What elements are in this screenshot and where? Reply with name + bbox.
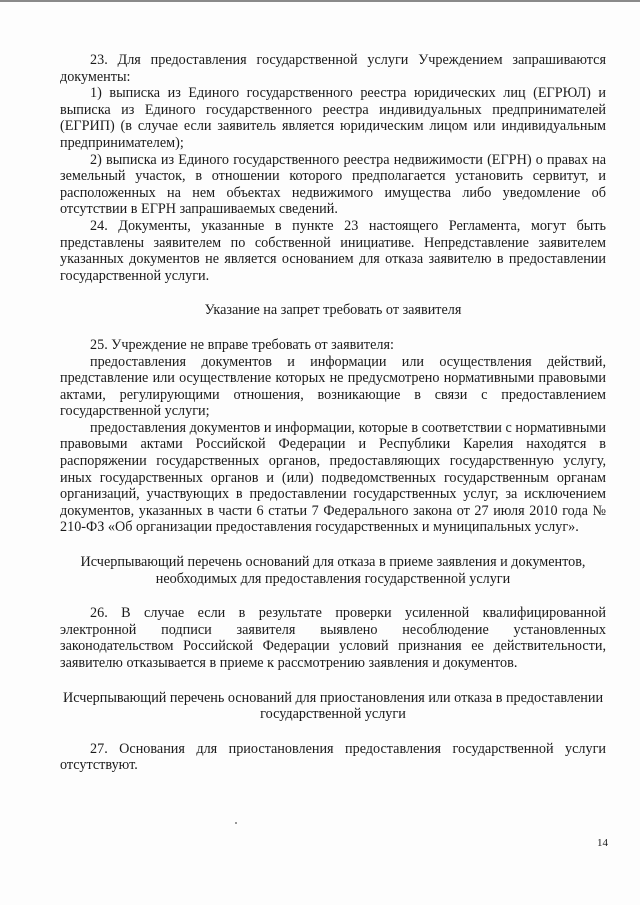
document-page <box>60 52 606 774</box>
paragraph-23-item-1: 1) выписка из Единого государственного реестра юридических лиц (ЕГРЮЛ) и выписка из Единого государственного реестра индивидуальных предпринимателей (ЕГРИП) (в случае если заявитель является юридическим лицом или индивидуальным предпринимателем); <box>60 85 606 151</box>
section-heading-suspension-reasons: Исчерпывающий перечень оснований для приостановления или отказа в предоставлении государственной услуги <box>62 689 604 723</box>
paragraph-24: 24. Документы, указанные в пункте 23 настоящего Регламента, могут быть представлены заявителем по собственной инициативе. Непредставление заявителем указанных документов не является основанием для отказа заявителю в предоставлении государственной услуги. <box>60 217 606 284</box>
paragraph-25: 25. Учреждение не вправе требовать от заявителя: <box>90 336 394 353</box>
paragraph-27: 27. Основания для приостановления предоставления государственной услуги отсутствуют. <box>60 740 606 774</box>
paragraph-25-item-1: предоставления документов и информации или осуществления действий, представление или осуществление которых не предусмотрено нормативными правовыми актами, регулирующими отношения, возникающие в связи с предоставлением государственной услуги; <box>60 353 606 420</box>
paragraph-26: 26. В случае если в результате проверки усиленной квалифицированной электронной подписи заявителя выявлено несоблюдение установленных законодательством Российской Федерации условий признания ее действительности, заявителю отказывается в приеме к рассмотрению заявления и документов. <box>60 605 606 671</box>
section-heading-refusal-reasons: Исчерпывающий перечень оснований для отказа в приеме заявления и документов, необходимых для предоставления государственной услуги <box>80 554 586 587</box>
page-number: 14 <box>597 837 608 849</box>
scan-top-edge <box>0 0 640 2</box>
paragraph-25-item-2: предоставления документов и информации, которые в соответствии с нормативными правовыми актами Российской Федерации и Республики Карелия находятся в распоряжении государственных органов, предоставляющих государственную услугу, иных государственных органов и (или) подведомственных государственным органам организаций, участвующих в предоставлении государственных услуг, за исключением документов, указанных в части 6 статьи 7 Федерального закона от 27 июля 2010 года № 210-ФЗ «Об организации предоставления государственных и муниципальных услуг». <box>60 419 606 536</box>
section-heading-prohibition: Указание на запрет требовать от заявителя <box>204 302 462 319</box>
paragraph-23-item-2: 2) выписка из Единого государственного реестра недвижимости (ЕГРН) о правах на земельный участок, в отношении которого предполагается установить сервитут, и расположенных на нем объектах недвижимого имущества либо уведомление об отсутствии в ЕГРН запрашиваемых сведений. <box>60 151 606 218</box>
paragraph-23: 23. Для предоставления государственной услуги Учреждением запрашиваются документы: <box>60 52 606 85</box>
scan-speck <box>235 822 237 824</box>
